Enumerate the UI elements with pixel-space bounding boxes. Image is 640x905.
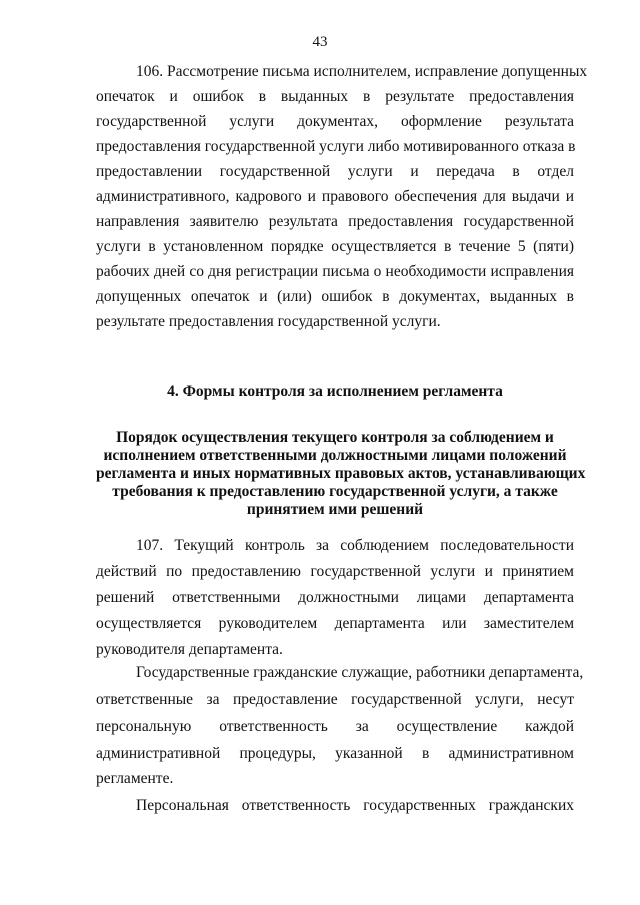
text-line: 106. Рассмотрение письма исполнителем, исправление допущенных [136, 63, 588, 80]
text-line: рабочих дней со дня регистрации письма о необходимости исправления [96, 263, 574, 280]
text-line: опечаток и ошибок в выданных в результате предоставления [96, 88, 574, 105]
text-line: предоставлении государственной услуги и передача в отдел [96, 163, 574, 180]
text-line: руководителя департамента. [96, 641, 283, 658]
text-line: Персональная ответственность государственных гражданских [136, 797, 574, 814]
subheading-line: исполнением ответственными должностными лицами положений [103, 447, 567, 464]
text-line: государственной услуги документах, оформление результата [96, 113, 574, 130]
subheading-line: Порядок осуществления текущего контроля за соблюдением и [116, 429, 554, 446]
text-line: осуществляется руководителем департамента или заместителем [96, 615, 574, 632]
section-heading: 4. Формы контроля за исполнением регламента [167, 383, 503, 400]
text-line: направления заявителю результата предоставления государственной [96, 213, 574, 230]
text-line: действий по предоставлению государственной услуги и принятием [96, 563, 574, 580]
text-line: ответственные за предоставление государственной услуги, несут [96, 691, 574, 708]
text-line: 107. Текущий контроль за соблюдением последовательности [136, 537, 574, 554]
subheading-line: принятием ими решений [246, 501, 424, 518]
text-line: решений ответственными должностными лицами департамента [96, 589, 574, 606]
text-line: административной процедуры, указанной в административном [96, 745, 574, 762]
text-line: персональную ответственность за осуществление каждой [96, 718, 574, 735]
page-number: 43 [312, 34, 328, 50]
text-line: Государственные гражданские служащие, работники департамента, [136, 664, 584, 681]
text-line: результате предоставления государственной услуги. [96, 313, 441, 330]
text-line: регламенте. [96, 770, 174, 787]
subheading-line: требования к предоставлению государственной услуги, а также [112, 483, 558, 500]
text-line: допущенных опечаток и (или) ошибок в документах, выданных в [96, 288, 574, 305]
text-line: административного, кадрового и правового обеспечения для выдачи и [96, 188, 574, 205]
text-line: услуги в установленном порядке осуществляется в течение 5 (пяти) [96, 238, 574, 255]
text-line: предоставления государственной услуги либо мотивированного отказа в [96, 138, 576, 155]
subheading-line: регламента и иных нормативных правовых актов, устанавливающих [96, 465, 586, 482]
